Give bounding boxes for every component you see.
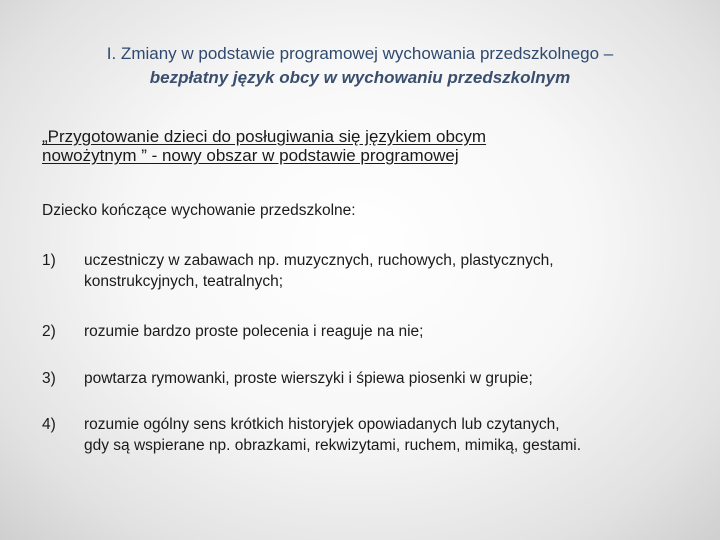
list-item-line: rozumie ogólny sens krótkich historyjek opowiadanych lub czytanych, (84, 416, 560, 433)
list-item-line: konstrukcyjnych, teatralnych; (84, 273, 284, 290)
list-item-line: gdy są wspierane np. obrazkami, rekwizytami, ruchem, mimiką, gestami. (84, 437, 582, 454)
list-number: 2) (42, 323, 56, 340)
list-number: 1) (42, 252, 56, 269)
section-heading (42, 127, 602, 165)
heading-line-1: „Przygotowanie dzieci do posługiwania się językiem obcym (42, 127, 487, 146)
title-line-2: bezpłatny język obcy w wychowaniu przedszkolnym (149, 68, 571, 87)
slide-title (40, 42, 680, 90)
list-item-text (84, 250, 694, 292)
heading-line-2: nowożytnym ” - nowy obszar w podstawie programowej (42, 146, 459, 165)
list-item-text (84, 414, 694, 456)
list-item-line: uczestniczy w zabawach np. muzycznych, ruchowych, plastycznych, (84, 252, 554, 269)
title-line-1: I. Zmiany w podstawie programowej wychowania przedszkolnego – (106, 44, 614, 63)
list-item-text (84, 368, 694, 389)
list-item-text (84, 321, 694, 342)
list-item-line: rozumie bardzo proste polecenia i reaguje na nie; (84, 323, 424, 340)
list-number: 3) (42, 370, 56, 387)
list-number: 4) (42, 416, 56, 433)
list-item-line: powtarza rymowanki, proste wierszyki i śpiewa piosenki w grupie; (84, 370, 533, 387)
intro-text: Dziecko kończące wychowanie przedszkolne: (42, 202, 356, 219)
